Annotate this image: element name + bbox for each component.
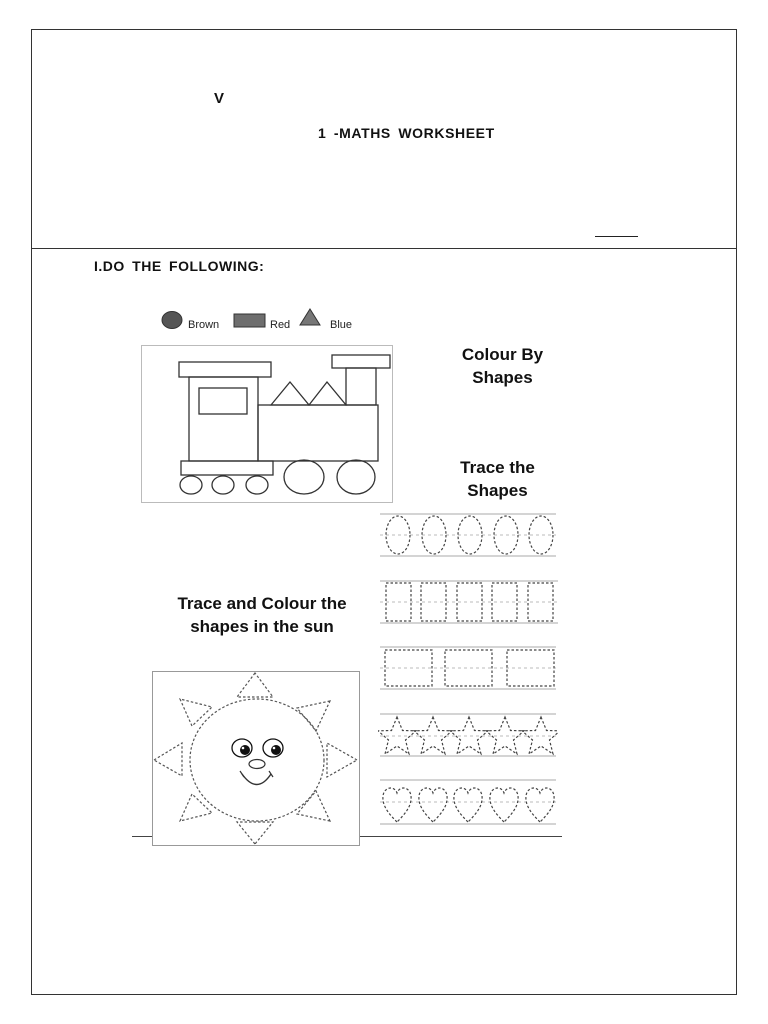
trace-and-colour-line1: Trace and Colour the bbox=[177, 594, 347, 613]
legend-blue-label: Blue bbox=[330, 319, 353, 331]
sun-picture bbox=[152, 671, 360, 846]
name-blank-line bbox=[595, 236, 638, 237]
trace-and-colour-line2: shapes in the sun bbox=[190, 617, 334, 636]
colour-by-shapes-line1: Colour By bbox=[461, 345, 544, 364]
colour-by-shapes-line2: Shapes bbox=[472, 368, 533, 387]
trace-row-hearts bbox=[378, 776, 558, 828]
legend-circle-icon bbox=[160, 310, 184, 330]
legend-triangle-icon bbox=[298, 307, 322, 327]
legend-rectangle-icon bbox=[233, 312, 267, 330]
trace-and-colour-caption bbox=[150, 592, 374, 638]
trace-the-shapes-line2: Shapes bbox=[467, 481, 528, 500]
colour-by-shapes-caption bbox=[440, 343, 565, 389]
legend-red-label: Red bbox=[270, 319, 291, 331]
header-divider bbox=[31, 248, 737, 249]
header-letter: V bbox=[214, 90, 225, 107]
section-heading: I.DO THE FOLLOWING: bbox=[94, 258, 265, 274]
train-picture bbox=[141, 345, 393, 503]
trace-row-squares bbox=[378, 578, 560, 626]
legend-brown-label: Brown bbox=[188, 319, 220, 331]
trace-the-shapes-line1: Trace the bbox=[460, 458, 535, 477]
worksheet-title: 1 -MATHS WORKSHEET bbox=[318, 125, 495, 141]
trace-row-stars bbox=[378, 710, 558, 760]
trace-row-ovals bbox=[378, 510, 558, 560]
trace-the-shapes-caption bbox=[435, 456, 560, 502]
trace-row-rectangles bbox=[378, 644, 558, 692]
